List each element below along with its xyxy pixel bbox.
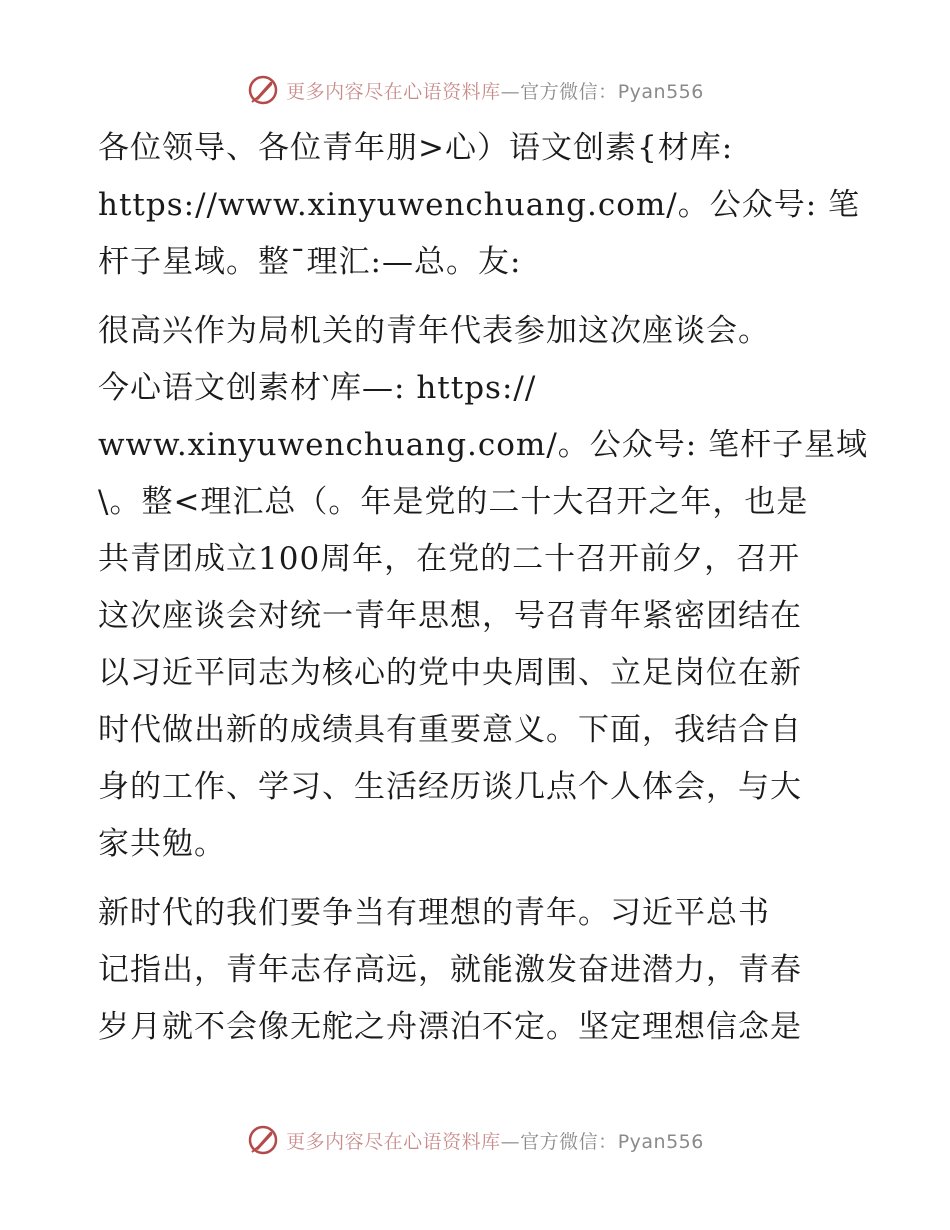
watermark-wechat-id: Pyan556 <box>617 80 704 103</box>
watermark-text <box>286 1127 704 1154</box>
text-line: 今心语文创素材‵库—: https:// <box>98 370 537 406</box>
text-line: 记指出，青年志存高远，就能激发奋进潜力，青春 <box>98 952 802 988</box>
watermark-brand: 更多内容尽在心语资料库 <box>286 80 501 103</box>
watermark-wechat-label: 官方微信： <box>520 1130 618 1153</box>
text-line: \。整<理汇总（。年是党的二十大召开之年，也是 <box>98 484 809 520</box>
text-line: 以习近平同志为核心的党中央周围、立足岗位在新 <box>98 655 802 691</box>
watermark-separator: — <box>500 80 521 103</box>
watermark-brand: 更多内容尽在心语资料库 <box>286 1130 501 1153</box>
text-line: 很高兴作为局机关的青年代表参加这次座谈会。 <box>98 313 770 349</box>
paragraph-2 <box>98 303 869 873</box>
text-line: 时代做出新的成绩具有重要意义。下面，我结合自 <box>98 712 802 748</box>
paragraph-3 <box>98 885 858 1056</box>
text-line: 家共勉。 <box>98 826 226 862</box>
feather-pen-seal-icon <box>246 73 280 107</box>
watermark-wechat-label: 官方微信： <box>520 80 618 103</box>
text-line: 这次座谈会对统一青年思想，号召青年紧密团结在 <box>98 598 802 634</box>
text-line: https://www.xinyuwenchuang.com/。公众号: 笔 <box>98 187 861 223</box>
watermark-separator: — <box>500 1130 521 1153</box>
document-body <box>98 120 869 1056</box>
text-line: 岁月就不会像无舵之舟漂泊不定。坚定理想信念是 <box>98 1009 802 1045</box>
watermark-group <box>246 1123 704 1157</box>
feather-pen-seal-icon <box>246 1123 280 1157</box>
text-line: 新时代的我们要争当有理想的青年。习近平总书 <box>98 895 770 931</box>
watermark-group <box>246 73 704 107</box>
text-line: www.xinyuwenchuang.com/。公众号: 笔杆子星域 <box>98 427 869 463</box>
paragraph-1 <box>98 120 861 291</box>
text-line: 共青团成立100周年，在党的二十召开前夕，召开 <box>98 541 801 577</box>
text-line: 身的工作、学习、生活经历谈几点个人体会，与大 <box>98 769 802 805</box>
header-watermark <box>0 70 950 110</box>
watermark-text <box>286 77 704 104</box>
text-line: 杆子星域。整¯理汇:—总。友: <box>98 244 522 280</box>
text-line: 各位领导、各位青年朋>心）语文创素{材库: <box>98 130 734 166</box>
footer-watermark <box>0 1120 950 1160</box>
watermark-wechat-id: Pyan556 <box>617 1130 704 1153</box>
